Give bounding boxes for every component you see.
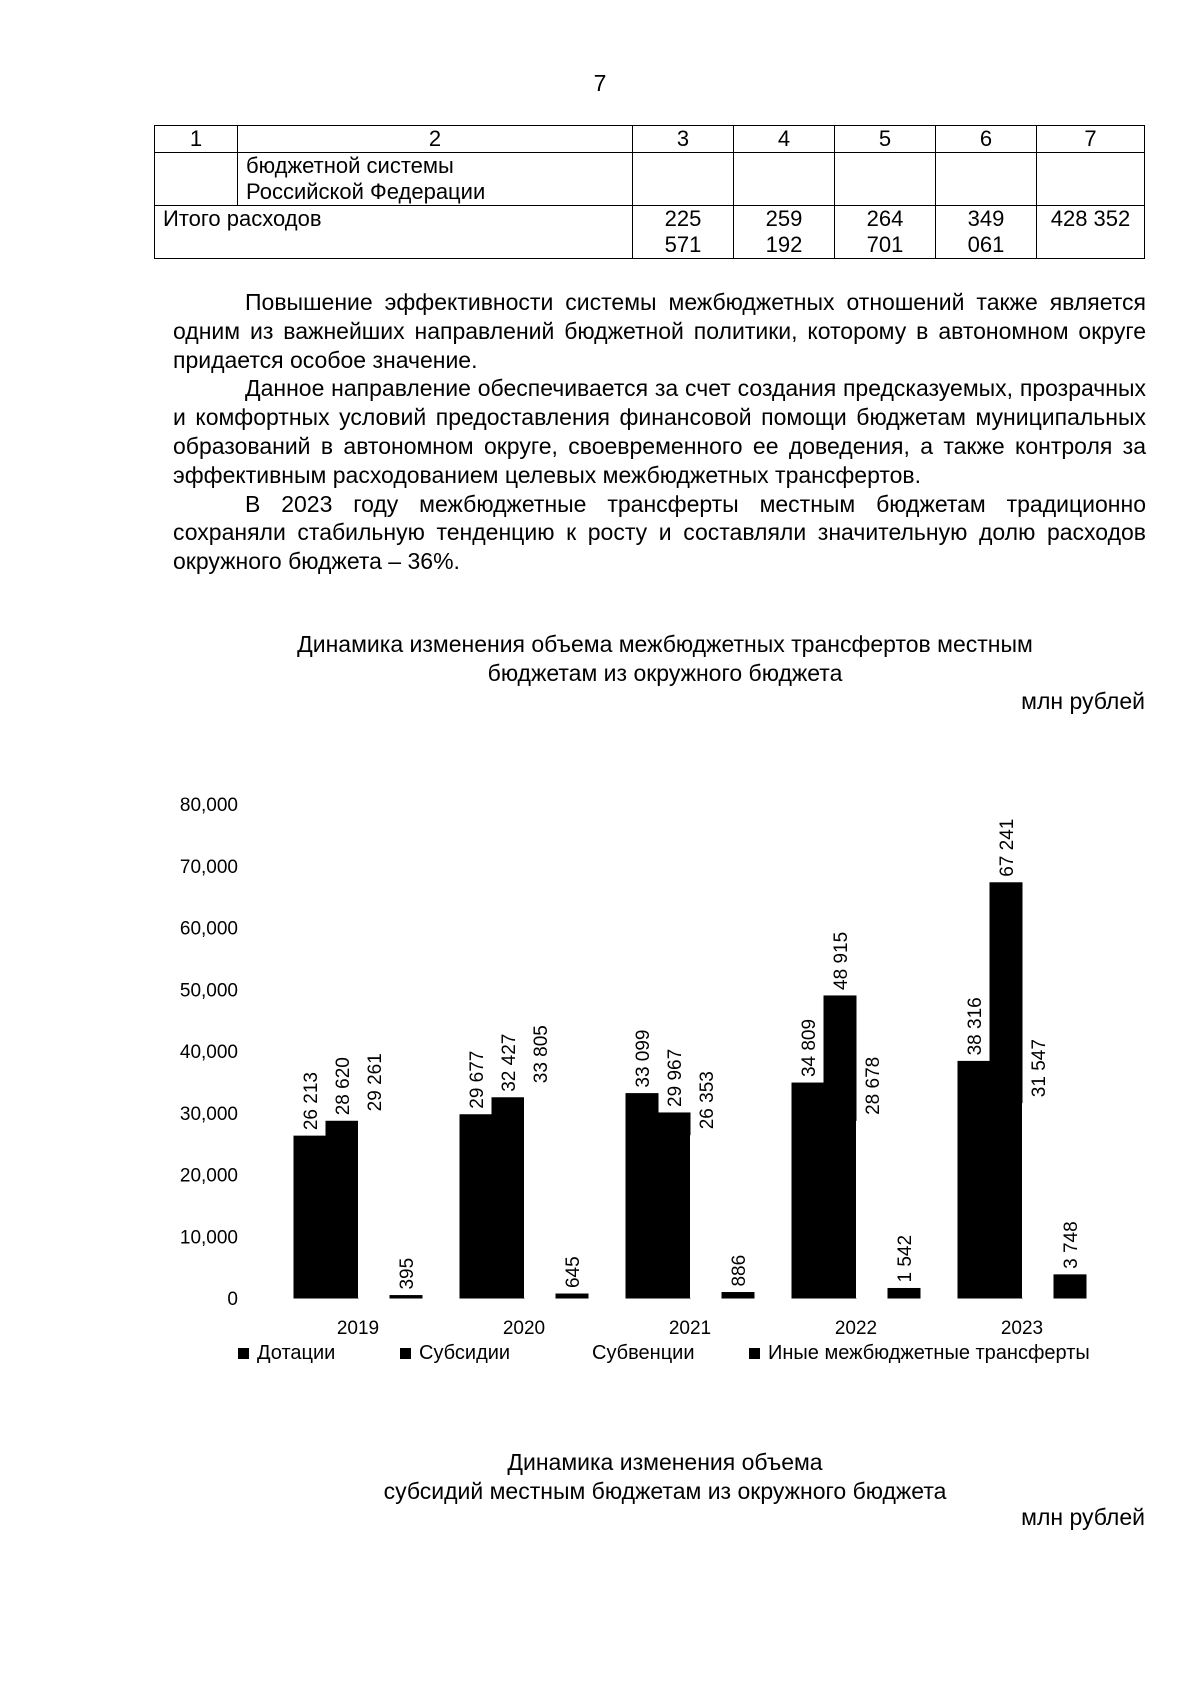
x-tick-label: 2022	[834, 1318, 878, 1339]
bar	[460, 1115, 492, 1298]
x-tick-label: 2021	[668, 1318, 712, 1339]
transfers-bar-chart	[150, 780, 1110, 1340]
data-label: 29 967	[665, 1048, 686, 1107]
data-label: 26 353	[697, 1071, 718, 1130]
body-text	[173, 288, 1146, 576]
table-cell	[1037, 153, 1145, 206]
bar	[658, 1113, 690, 1298]
table-value-line: 701	[866, 232, 904, 257]
table-value-line: 225	[664, 206, 702, 231]
table-cell-value	[936, 206, 1037, 259]
data-label: 67 241	[997, 818, 1018, 877]
bar	[524, 1089, 556, 1298]
paragraph: Данное направление обеспечивается за счет создания предсказуемых, прозрачных и комфортных условий предоставления финансовой помощи бюджетам муниципальных образований в автономном округе, своевременного ее доведения, а также контроля за эффективным расходованием целевых межбюджетных трансфертов.	[173, 375, 1146, 488]
table-header-cell: 2	[238, 126, 633, 153]
table-cell-value	[734, 206, 835, 259]
data-label: 28 620	[333, 1057, 354, 1116]
table-value-line: 061	[967, 232, 1005, 257]
y-tick-label: 70,000	[179, 856, 238, 878]
table-cell	[936, 153, 1037, 206]
legend-square-icon	[238, 1348, 249, 1359]
table-cell-text: бюджетной системы	[246, 153, 454, 178]
data-label: 33 805	[531, 1025, 552, 1084]
table-header-cell: 1	[155, 126, 238, 153]
chart-title	[0, 630, 1200, 688]
data-label: 29 677	[467, 1050, 488, 1109]
legend-square-icon	[573, 1348, 584, 1359]
legend-item	[749, 1342, 1090, 1365]
table-cell	[734, 153, 835, 206]
data-label: 29 261	[365, 1053, 386, 1112]
data-label: 38 316	[965, 997, 986, 1056]
bar	[390, 1296, 422, 1298]
data-label: 3 748	[1061, 1221, 1082, 1269]
paragraph: В 2023 году межбюджетные трансферты местным бюджетам традиционно сохраняли стабильную тенденцию к росту и составляли значительную долю расходов окружного бюджета – 36%.	[173, 490, 1146, 575]
bar	[358, 1117, 390, 1298]
bar	[556, 1294, 588, 1298]
data-label: 34 809	[799, 1018, 820, 1078]
table-value-line: 349	[967, 206, 1005, 231]
data-label: 31 547	[1029, 1039, 1050, 1098]
table-header-cell: 5	[835, 126, 936, 153]
bar	[888, 1288, 920, 1298]
table-header-cell: 6	[936, 126, 1037, 153]
y-tick-label: 80,000	[179, 795, 238, 816]
table-value-line: 259	[765, 206, 803, 231]
y-tick-label: 60,000	[179, 918, 238, 940]
x-tick-label: 2023	[1000, 1318, 1044, 1339]
bar	[824, 996, 856, 1298]
table-header-cell: 3	[633, 126, 734, 153]
table-value-line: 264	[866, 206, 904, 231]
table-value-line: 571	[664, 232, 702, 257]
table-row-total	[155, 206, 1145, 259]
paragraph: Повышение эффективности системы межбюджетных отношений также является одним из важнейших направлений бюджетной политики, которому в автономном округе придается особое значение.	[173, 289, 1146, 373]
y-tick-label: 30,000	[179, 1103, 238, 1125]
table-cell	[155, 153, 238, 206]
x-tick-label: 2019	[336, 1318, 380, 1339]
legend-label: Иные межбюджетные трансферты	[768, 1342, 1090, 1364]
table-cell	[633, 153, 734, 206]
bar	[958, 1061, 990, 1298]
bar	[722, 1293, 754, 1298]
y-tick-label: 0	[227, 1289, 238, 1310]
legend-square-icon	[749, 1348, 760, 1359]
table-value-line: 192	[765, 232, 803, 257]
bar	[1022, 1103, 1054, 1298]
table-cell-value	[835, 206, 936, 259]
table-cell-value	[1037, 206, 1145, 259]
bar	[856, 1121, 888, 1298]
bar	[326, 1121, 358, 1298]
data-label: 33 099	[633, 1029, 654, 1088]
chart-title-line: бюджетам из окружного бюджета	[487, 660, 843, 686]
legend-label: Дотации	[257, 1342, 336, 1364]
legend-item	[573, 1342, 695, 1365]
legend-item	[400, 1342, 510, 1365]
budget-table	[154, 125, 1145, 259]
bar	[626, 1094, 658, 1298]
legend-square-icon	[400, 1348, 411, 1359]
bar	[690, 1135, 722, 1298]
bar	[294, 1136, 326, 1298]
table-cell-label: Итого расходов	[155, 206, 633, 259]
data-label: 48 915	[831, 931, 852, 990]
legend-label: Субсидии	[419, 1342, 511, 1364]
chart-units: млн рублей	[1021, 1504, 1145, 1530]
data-label: 395	[397, 1257, 419, 1290]
chart-title-line: Динамика изменения объема межбюджетных трансфертов местным	[297, 631, 1033, 657]
y-tick-label: 50,000	[179, 980, 238, 1002]
bar	[792, 1083, 824, 1298]
data-label: 32 427	[499, 1033, 520, 1092]
page-number: 7	[593, 70, 607, 96]
y-tick-label: 10,000	[179, 1227, 238, 1249]
table-cell-value	[633, 206, 734, 259]
table-cell	[835, 153, 936, 206]
data-label: 28 678	[863, 1056, 884, 1115]
chart-title	[0, 1448, 1200, 1506]
y-tick-label: 40,000	[179, 1042, 238, 1063]
data-label: 645	[563, 1256, 584, 1289]
x-tick-label: 2020	[502, 1318, 546, 1339]
data-label: 886	[729, 1254, 750, 1287]
chart-title-line: Динамика изменения объема	[507, 1449, 823, 1475]
table-header-cell: 4	[734, 126, 835, 153]
legend-item	[238, 1342, 335, 1365]
table-row	[155, 153, 1145, 206]
table-cell	[238, 153, 633, 206]
table-value-line: 428 352	[1050, 206, 1131, 231]
table-header-row	[155, 126, 1145, 153]
chart-units: млн рублей	[1021, 688, 1145, 714]
table-cell-text: Российской Федерации	[246, 179, 486, 204]
data-label: 1 542	[895, 1234, 916, 1283]
bar	[990, 883, 1022, 1298]
data-label: 26 213	[301, 1072, 322, 1131]
y-tick-label: 20,000	[179, 1165, 238, 1187]
legend-label: Субвенции	[592, 1342, 695, 1364]
table-header-cell: 7	[1037, 126, 1145, 153]
bar	[1054, 1275, 1086, 1298]
chart-title-line: субсидий местным бюджетам из окружного бюджета	[383, 1478, 947, 1504]
bar	[492, 1098, 524, 1298]
